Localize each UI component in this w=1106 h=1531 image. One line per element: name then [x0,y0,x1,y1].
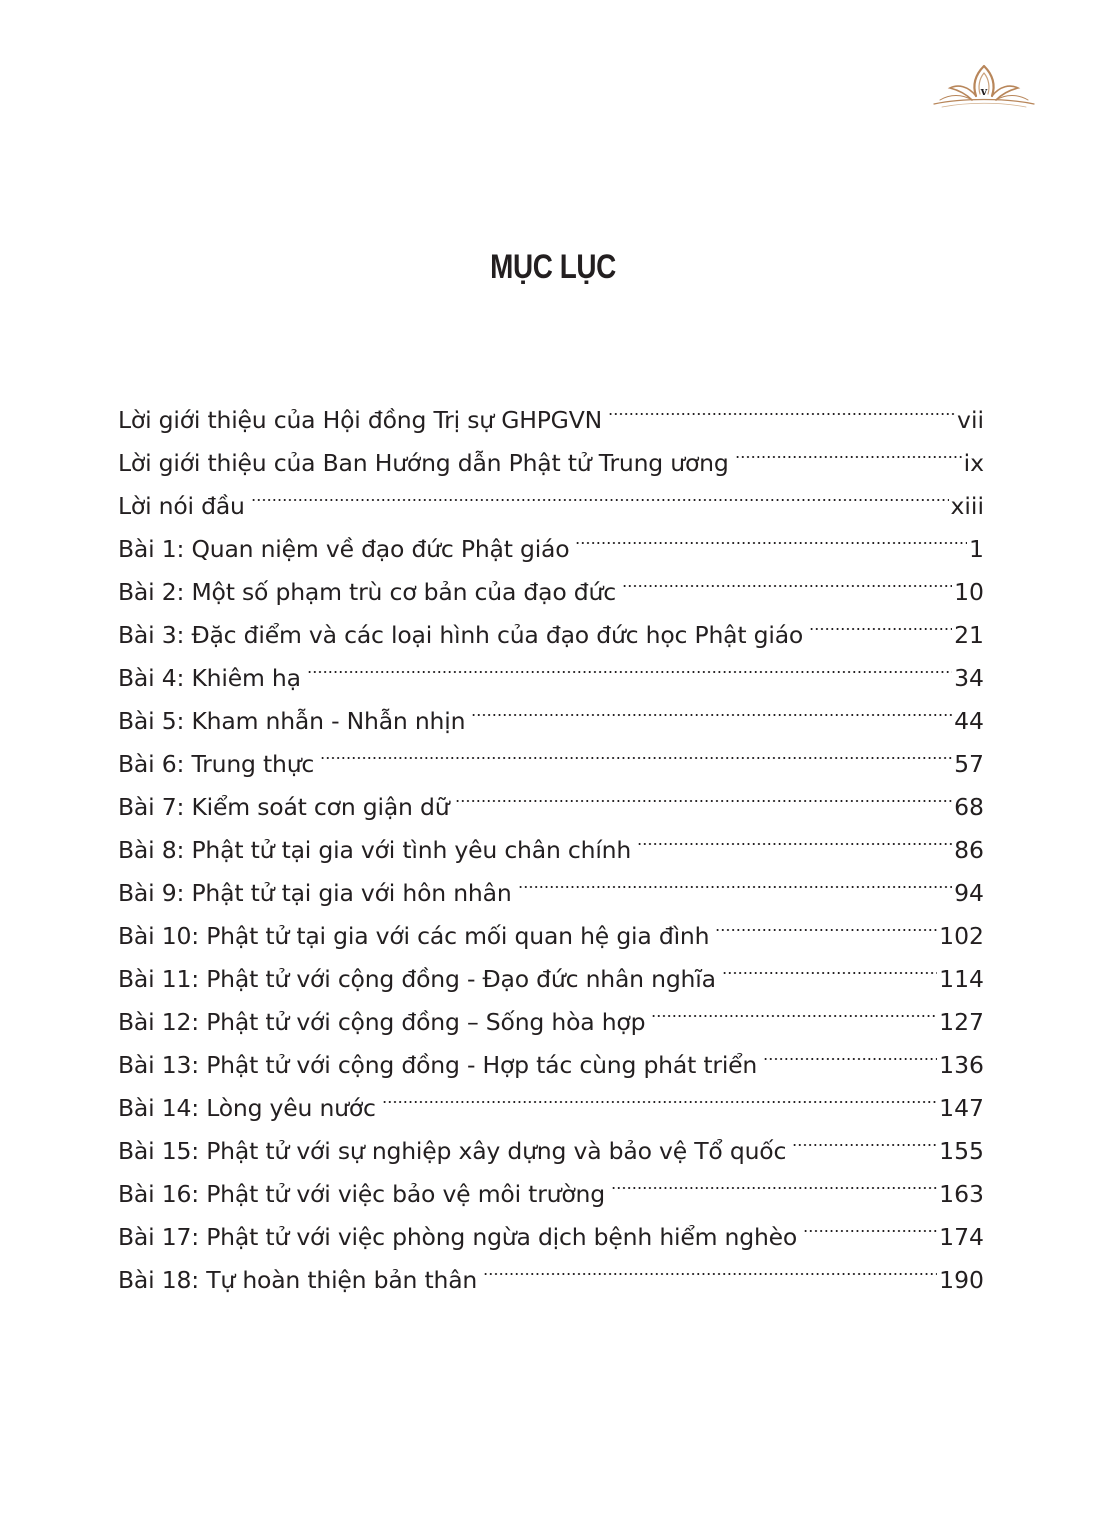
toc-entry-page: 163 [939,1180,984,1208]
toc-entry-title: Bài 16: Phật tử với việc bảo vệ môi trường [118,1180,605,1208]
dot-leader [471,686,952,729]
toc-entry-title: Bài 12: Phật tử với cộng đồng – Sống hòa hợp [118,1008,646,1036]
toc-entry-title: Bài 14: Lòng yêu nước [118,1094,376,1122]
dot-leader [651,987,937,1030]
dot-leader [809,600,952,643]
toc-entry-page: 21 [954,621,984,649]
toc-entry-title: Bài 17: Phật tử với việc phòng ngừa dịch bệnh hiểm nghèo [118,1223,798,1251]
toc-entry-loi-gioi-thieu-hdts[interactable] [118,385,984,434]
page-number: v [980,85,988,98]
toc-entry-title: Bài 15: Phật tử với sự nghiệp xây dựng và bảo vệ Tổ quốc [118,1137,787,1165]
toc-entry-page: ix [963,449,984,477]
page-title: MỤC LỤC [490,248,616,286]
table-of-contents [118,385,984,1294]
toc-entry-title: Bài 1: Quan niệm về đạo đức Phật giáo [118,535,570,563]
dot-leader [637,815,952,858]
toc-entry-title: Lời nói đầu [118,492,245,520]
dot-leader [320,729,952,772]
dot-leader [611,1159,937,1202]
toc-entry-page: xiii [950,492,984,520]
toc-entry-page: 57 [954,750,984,778]
toc-entry-title: Bài 4: Khiêm hạ [118,664,301,692]
toc-entry-title: Bài 9: Phật tử tại gia với hôn nhân [118,879,512,907]
lotus-page-ornament [932,64,1036,110]
toc-entry-title: Bài 7: Kiểm soát cơn giận dữ [118,793,450,821]
toc-entry-page: 34 [954,664,984,692]
toc-entry-title: Lời giới thiệu của Hội đồng Trị sự GHPGVN [118,406,602,434]
toc-entry-page: 68 [954,793,984,821]
toc-entry-title: Bài 8: Phật tử tại gia với tình yêu chân chính [118,836,632,864]
toc-entry-page: 102 [939,922,984,950]
dot-leader [307,643,952,686]
toc-entry-page: 94 [954,879,984,907]
toc-entry-title: Bài 10: Phật tử tại gia với các mối quan hệ gia đình [118,922,710,950]
dot-leader [622,557,952,600]
toc-entry-title: Bài 6: Trung thực [118,750,315,778]
toc-entry-page: 127 [939,1008,984,1036]
toc-entry-page: 155 [939,1137,984,1165]
toc-entry-title: Bài 3: Đặc điểm và các loại hình của đạo đức học Phật giáo [118,621,804,649]
toc-entry-page: 86 [954,836,984,864]
dot-leader [518,858,953,901]
dot-leader [608,385,955,428]
dot-leader [251,471,949,514]
dot-leader [483,1245,937,1288]
toc-entry-title: Bài 2: Một số phạm trù cơ bản của đạo đức [118,578,616,606]
toc-entry-title: Lời giới thiệu của Ban Hướng dẫn Phật tử Trung ương [118,449,729,477]
toc-entry-title: Bài 5: Kham nhẫn - Nhẫn nhịn [118,707,466,735]
dot-leader [715,901,937,944]
toc-entry-title: Bài 13: Phật tử với cộng đồng - Hợp tác cùng phát triển [118,1051,758,1079]
toc-entry-title: Bài 11: Phật tử với cộng đồng - Đạo đức nhân nghĩa [118,965,716,993]
toc-entry-bai-1[interactable] [118,514,984,563]
dot-leader [803,1202,937,1245]
dot-leader [575,514,967,557]
toc-entry-page: 174 [939,1223,984,1251]
dot-leader [763,1030,937,1073]
toc-entry-page: 136 [939,1051,984,1079]
dot-leader [792,1116,937,1159]
dot-leader [722,944,937,987]
dot-leader [382,1073,937,1116]
toc-entry-title: Bài 18: Tự hoàn thiện bản thân [118,1266,478,1294]
toc-entry-page: 44 [954,707,984,735]
toc-entry-page: 190 [939,1266,984,1294]
dot-leader [735,428,962,471]
toc-entry-page: 147 [939,1094,984,1122]
dot-leader [455,772,952,815]
toc-entry-page: vii [957,406,984,434]
toc-entry-page: 10 [954,578,984,606]
toc-entry-page: 114 [939,965,984,993]
toc-entry-page: 1 [969,535,984,563]
